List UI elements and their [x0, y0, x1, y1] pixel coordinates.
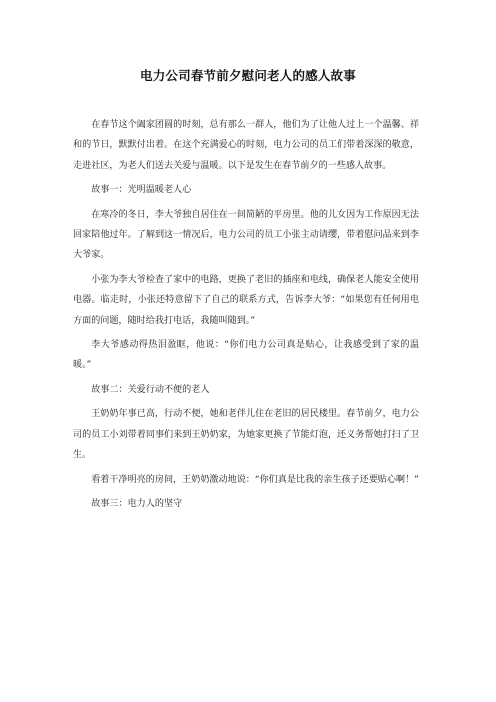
story-2-paragraph-1: 王奶奶年事已高，行动不便，她和老伴儿住在老旧的居民楼里。春节前夕，电力公司的员工小刘带着同事们来到王奶奶家，为她家更换了节能灯泡，还义务帮她打扫了卫生。: [73, 409, 419, 461]
story-1-paragraph-1: 在寒冷的冬日，李大爷独自居住在一间简陋的平房里。他的儿女因为工作原因无法回家陪他过年。了解到这一情况后，电力公司的员工小张主动请缨，带着慰问品来到李大爷家。: [73, 209, 419, 261]
story-1-paragraph-2: 小张为李大爷检查了家中的电路，更换了老旧的插座和电线，确保老人能安全使用电器。临走时，小张还特意留下了自己的联系方式，告诉李大爷：“如果您有任何用电方面的问题，随时给我打电话，我随叫随到。”: [73, 274, 419, 326]
story-2-paragraph-2: 看着干净明亮的房间，王奶奶激动地说：“你们真是比我的亲生孩子还要贴心啊！”: [91, 474, 419, 485]
section-heading-story-2: 故事二：关爱行动不便的老人: [91, 384, 210, 395]
intro-paragraph: 在春节这个阖家团圆的时刻，总有那么一群人，他们为了让他人过上一个温馨、祥和的节日，默默付出着。在这个充满爱心的时刻，电力公司的员工们带着深深的敬意，走进社区，为老人们送去关爱与温暖。以下是发生在春节前夕的一些感人故事。: [73, 120, 419, 171]
section-heading-story-1: 故事一：光明温暖老人心: [91, 185, 192, 196]
section-heading-story-3: 故事三：电力人的坚守: [91, 498, 183, 509]
story-1-paragraph-3: 李大爷感动得热泪盈眶，他说：“你们电力公司真是贴心，让我感受到了家的温暖。”: [73, 340, 419, 371]
document-title: 电力公司春节前夕慰问老人的感人故事: [140, 68, 356, 83]
document-body: [73, 115, 419, 518]
